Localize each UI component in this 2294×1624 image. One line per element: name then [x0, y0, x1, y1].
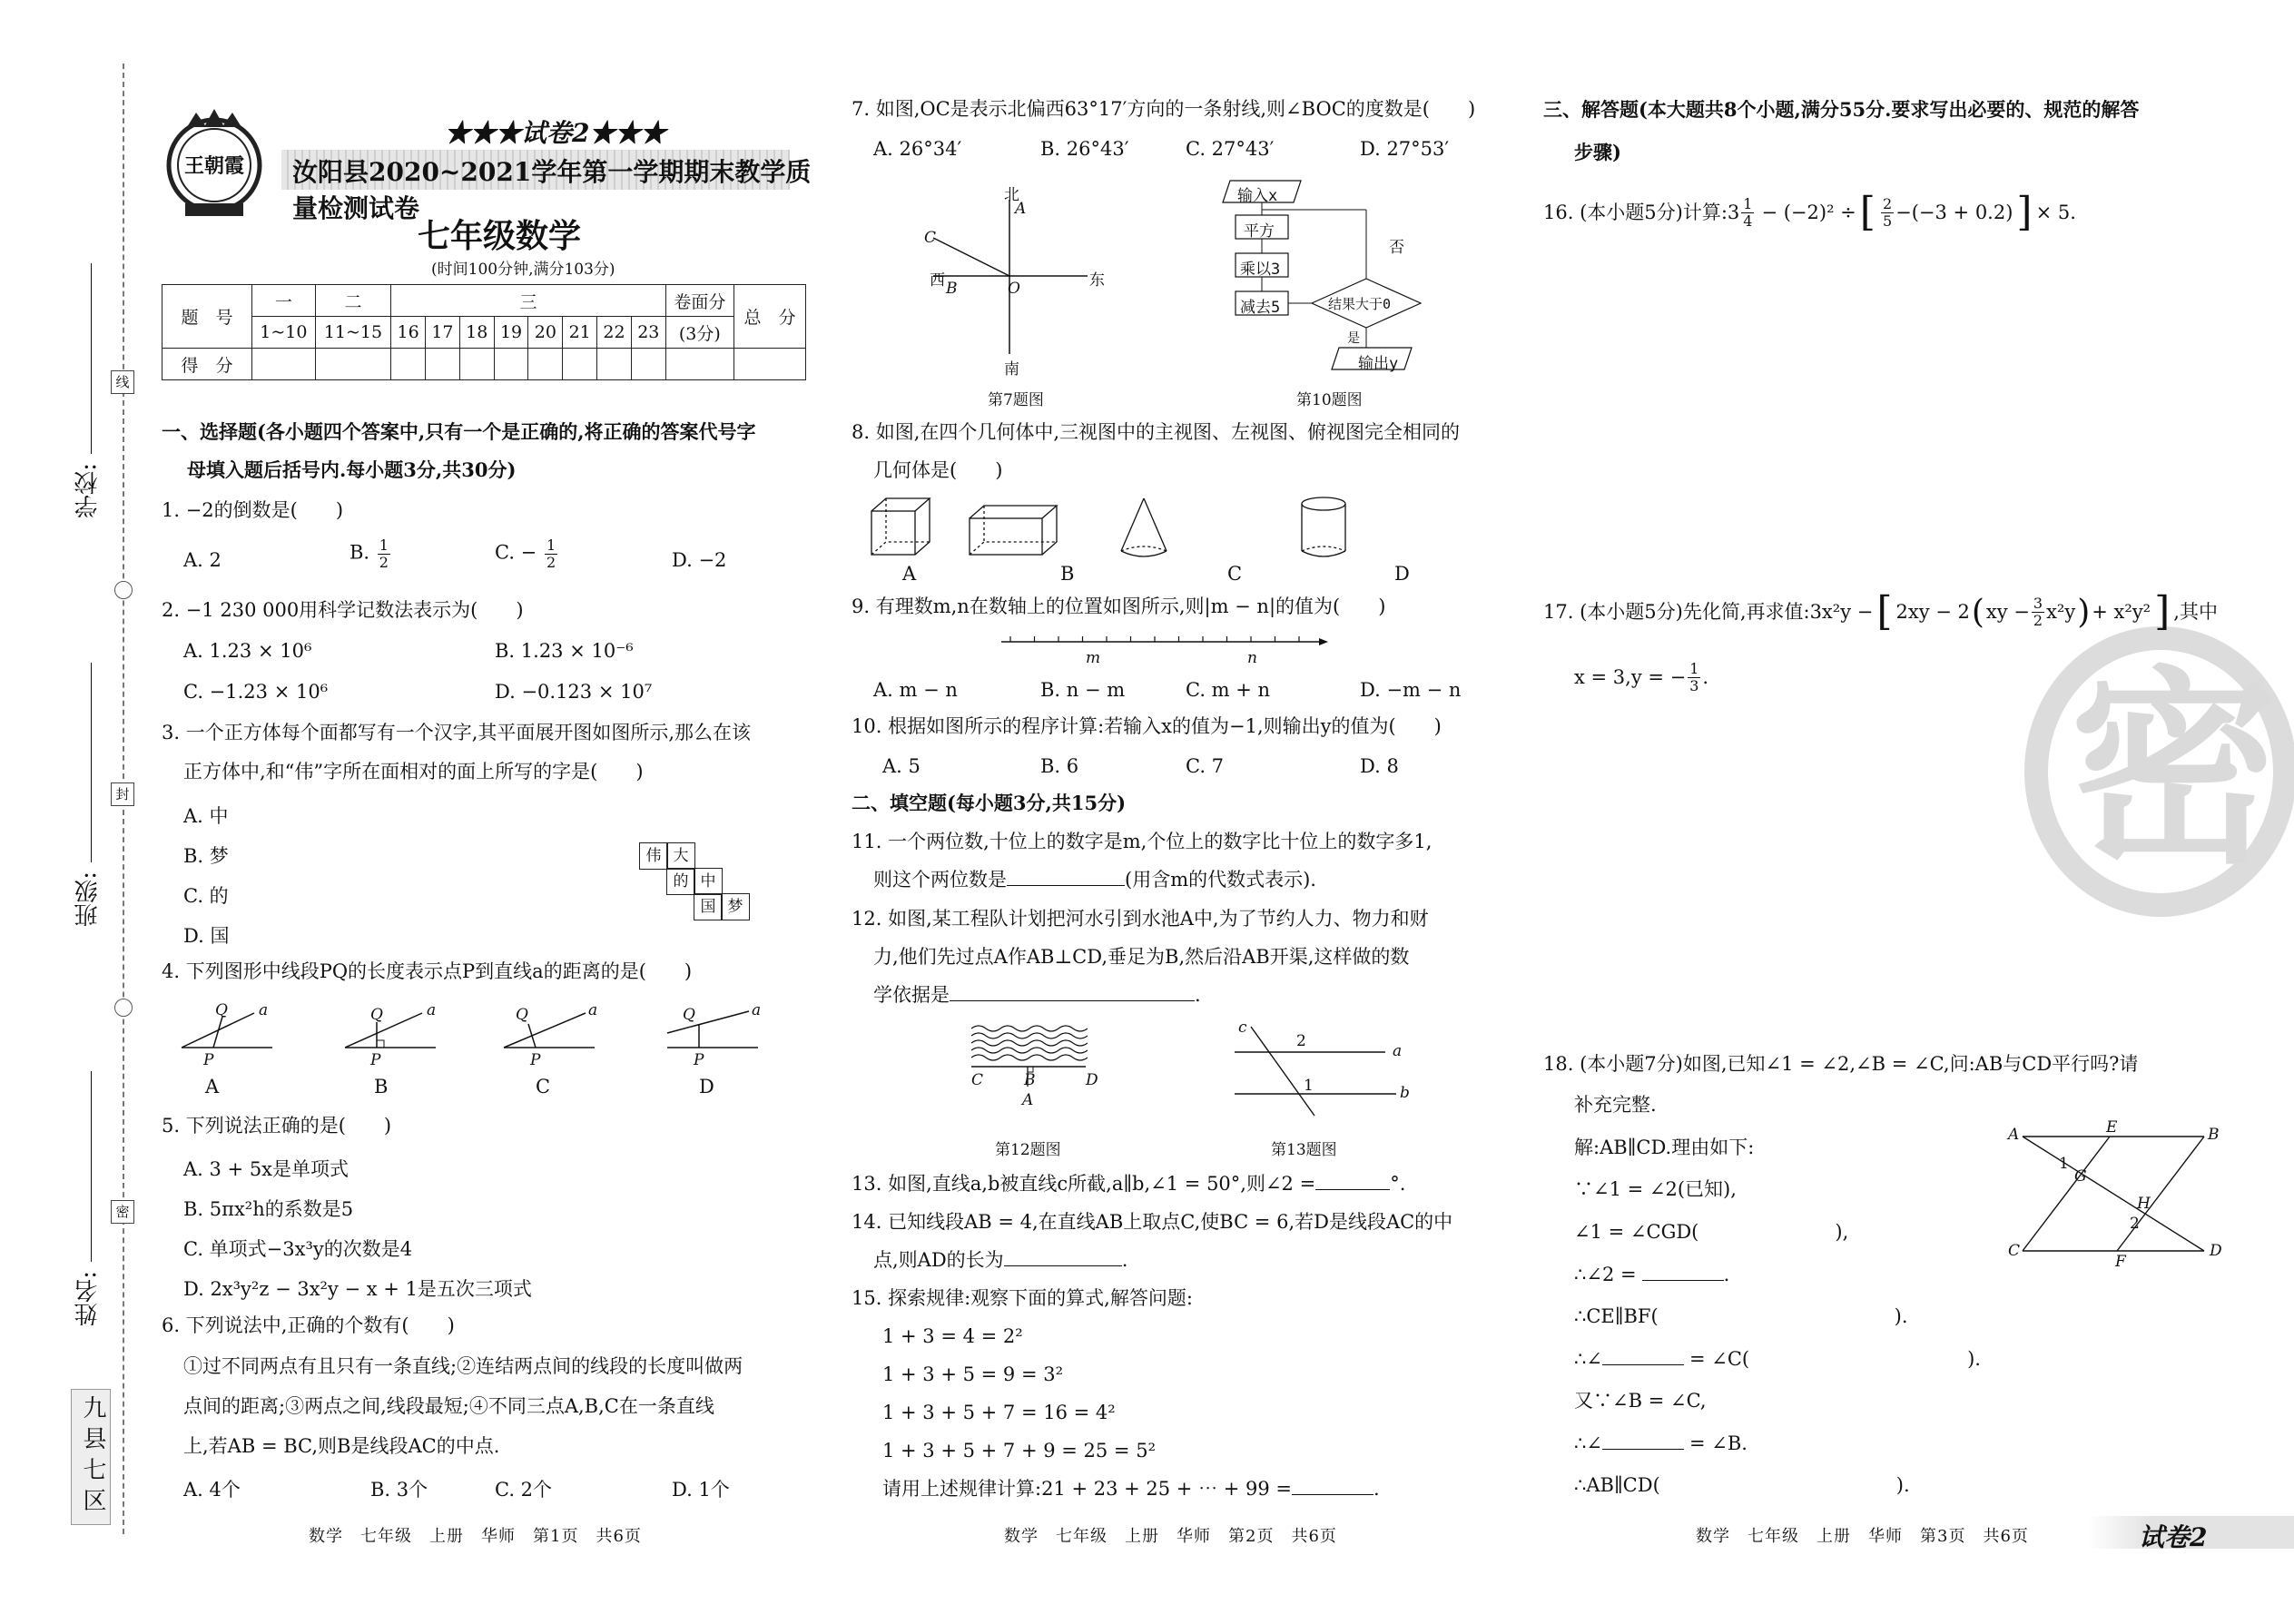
q6-option-d[interactable]: D. 1个 — [672, 1479, 730, 1501]
q5-option-b[interactable]: B. 5πx²h的系数是5 — [183, 1198, 354, 1220]
cuboid-shape — [970, 506, 1057, 555]
q15-stem: 15. 探索规律:观察下面的算式,解答问题: — [852, 1287, 1193, 1309]
q18-s4-text: ∴∠2 = — [1574, 1264, 1637, 1285]
score-cell[interactable] — [734, 349, 806, 380]
q13-tail: °. — [1390, 1173, 1406, 1195]
exam-badge: ★★★试卷2★★★ — [445, 118, 666, 148]
q16-head: 16. (本小题5分)计算:3 — [1543, 201, 1740, 223]
q9-option-b[interactable]: B. n − m — [1040, 679, 1126, 701]
q10-square: 平方 — [1244, 222, 1275, 241]
name-label: 姓名: — [74, 1271, 102, 1326]
score-row-label: 得 分 — [162, 349, 252, 380]
q16-tail: × 5. — [2035, 201, 2076, 223]
score-cell[interactable] — [528, 349, 563, 380]
q18-answer-blank-1[interactable] — [1642, 1264, 1724, 1281]
q8-solids — [870, 495, 1433, 563]
circle-mark-2 — [114, 999, 133, 1017]
q17-condition — [1574, 661, 1708, 694]
q18-solution-9 — [1574, 1474, 1910, 1497]
q13-parallel-figure — [1233, 1021, 1414, 1121]
net-cell: 大 — [666, 842, 695, 870]
q18-solution-6 — [1574, 1348, 1981, 1371]
score-cell[interactable] — [426, 349, 460, 380]
time-note: (时间100分钟,满分103分) — [431, 261, 615, 279]
q13-text: 13. 如图,直线a,b被直线c所截,a∥b,∠1 = 50°,则∠2 = — [852, 1173, 1316, 1195]
q11-text-tail: (用含m的代数式表示). — [1125, 869, 1316, 891]
q11-line-2 — [873, 869, 1316, 891]
q4-label-q: Q — [370, 1006, 383, 1024]
score-sub-style: (3分) — [665, 317, 733, 349]
score-sub-2: 11~15 — [315, 317, 391, 349]
q5-stem: 5. 下列说法正确的是( ) — [162, 1115, 392, 1137]
q4-label-q: Q — [516, 1006, 528, 1024]
q11-text: 则这个两位数是 — [873, 869, 1007, 891]
q2-stem: 2. −1 230 000用科学记数法表示为( ) — [162, 599, 524, 621]
q15-eq-3: 1 + 3 + 5 + 7 = 16 = 4² — [882, 1402, 1116, 1423]
q6-option-a[interactable]: A. 4个 — [183, 1479, 241, 1501]
q6-option-b[interactable]: B. 3个 — [370, 1479, 428, 1501]
q11-answer-blank[interactable] — [1007, 869, 1125, 886]
q9-option-a[interactable]: A. m − n — [873, 679, 958, 701]
q18-s4-tail: . — [1723, 1264, 1730, 1285]
q3-option-c[interactable]: C. 的 — [183, 885, 229, 907]
seal-mark-2: 封 — [111, 782, 134, 806]
score-sub-20: 20 — [528, 317, 563, 349]
q7-south: 南 — [1004, 360, 1019, 379]
q4-stem: 4. 下列图形中线段PQ的长度表示点P到直线a的距离的是( ) — [162, 960, 693, 982]
q17-cond-tail: . — [1702, 665, 1709, 688]
q18-s8-tail: = ∠B. — [1689, 1432, 1748, 1454]
circle-mark-1 — [114, 581, 133, 599]
q7-label-a: A — [1015, 200, 1027, 218]
score-table — [162, 284, 806, 380]
score-cell[interactable] — [252, 349, 316, 380]
q17-cond-text: x = 3,y = − — [1574, 665, 1687, 688]
q10-flowchart — [1219, 177, 1455, 386]
q13-caption: 第13题图 — [1271, 1141, 1337, 1159]
q13-stem — [852, 1173, 1405, 1196]
q18-label-a: A — [2008, 1126, 2020, 1144]
q12-label-b: B — [1024, 1071, 1036, 1089]
score-sub-19: 19 — [494, 317, 528, 349]
q18-s9-tail: ). — [1895, 1474, 1910, 1496]
score-sub-16: 16 — [391, 317, 426, 349]
q18-solution-8 — [1574, 1432, 1748, 1455]
q10-option-c[interactable]: C. 7 — [1186, 755, 1225, 777]
q7-label-b: B — [946, 280, 958, 298]
q4-label-p: P — [370, 1051, 381, 1069]
q18-label-h: H — [2137, 1195, 2151, 1213]
logo-text: 王朝霞 — [183, 154, 244, 178]
seal-mark-1: 线 — [111, 370, 134, 394]
q10-no: 否 — [1389, 239, 1404, 257]
q3-stem-l1: 3. 一个正方体每个面都写有一个汉字,其平面展开图如图所示,那么在该 — [162, 722, 752, 743]
q18-s8-text: ∴∠ — [1574, 1432, 1602, 1454]
q4-label-q: Q — [215, 1001, 228, 1019]
q1-option-b[interactable] — [350, 537, 392, 570]
score-col-3: 三 — [391, 285, 666, 317]
q1-stem: 1. −2的倒数是( ) — [162, 499, 344, 521]
q18-s3-text: ∠1 = ∠CGD( — [1574, 1221, 1699, 1243]
q18-solution-7: 又∵∠B = ∠C, — [1574, 1390, 1707, 1412]
section1-title-l2: 母填入题后括号内.每小题3分,共30分) — [187, 458, 517, 481]
q2-option-d[interactable]: D. −0.123 × 10⁷ — [495, 681, 653, 703]
q12-caption: 第12题图 — [995, 1141, 1061, 1159]
q1-option-c[interactable] — [495, 537, 559, 570]
section3-title-l2: 步骤) — [1574, 141, 1621, 163]
q8-option-b[interactable]: B — [1060, 563, 1075, 585]
q10-minus5: 减去5 — [1240, 299, 1281, 317]
q8-option-d[interactable]: D — [1394, 563, 1410, 585]
q16-fraction-1: $\frac{1}{4}$ — [1743, 195, 1753, 230]
q12-line-1: 12. 如图,某工程队计划把河水引到水池A中,为了节约人力、物力和财 — [852, 908, 1429, 930]
net-cell: 梦 — [721, 893, 750, 920]
q10-input: 输入x — [1237, 187, 1278, 205]
q13-label-b: b — [1400, 1084, 1410, 1102]
q10-check: 结果大于0 — [1328, 296, 1392, 312]
q17-tail: ,其中 — [2173, 600, 2218, 623]
q17-part-2: xy − — [1985, 600, 2030, 623]
q18-s6-text: ∴∠ — [1574, 1348, 1602, 1370]
q4-option-b[interactable]: B — [374, 1076, 389, 1097]
q1-option-a[interactable]: A. 2 — [183, 549, 222, 571]
q6-line-3: 上,若AB = BC,则B是线段AC的中点. — [183, 1435, 500, 1457]
q9-label-m: m — [1086, 649, 1101, 667]
q17-part-3: x²y — [2046, 600, 2076, 623]
q18-s5-text: ∴CE∥BF( — [1574, 1305, 1659, 1327]
section2-title: 二、填空题(每小题3分,共15分) — [852, 792, 1127, 814]
q18-figure — [2013, 1126, 2231, 1262]
q16-fraction-2: $\frac{2}{5}$ — [1882, 195, 1893, 230]
q7-label-c: C — [924, 229, 937, 247]
q7-west: 西 — [930, 271, 945, 290]
q10-stem: 10. 根据如图所示的程序计算:若输入x的值为−1,则输出y的值为( ) — [852, 715, 1442, 737]
q18-solution-5 — [1574, 1305, 1908, 1328]
score-cell[interactable] — [494, 349, 528, 380]
q18-angle-2: 2 — [2130, 1215, 2140, 1233]
cylinder-shape — [1302, 497, 1345, 556]
q6-line-2: 点间的距离;③两点之间,线段最短;④不同三点A,B,C在一条直线 — [183, 1395, 714, 1417]
q7-caption: 第7题图 — [988, 391, 1044, 409]
q15-answer-blank[interactable] — [1292, 1478, 1373, 1495]
q18-s6-mid: = ∠C( — [1689, 1348, 1750, 1370]
q5-option-d[interactable]: D. 2x³y²z − 3x²y − x + 1是五次三项式 — [183, 1278, 532, 1300]
q4-label-p: P — [203, 1051, 214, 1069]
q18-s9-text: ∴AB∥CD( — [1574, 1474, 1660, 1496]
q12-text: 学依据是 — [873, 984, 950, 1006]
q12-label-d: D — [1086, 1071, 1098, 1089]
score-sub-1: 1~10 — [252, 317, 316, 349]
q18-line-2: 补充完整. — [1574, 1094, 1657, 1116]
q1-option-c-label: C. − — [495, 541, 537, 564]
q3-stem-l2: 正方体中,和“伟”字所在面相对的面上所写的字是( ) — [183, 761, 644, 782]
q8-option-a[interactable]: A — [902, 563, 917, 585]
q13-angle-1: 1 — [1304, 1077, 1314, 1095]
q14-line-1: 14. 已知线段AB = 4,在直线AB上取点C,使BC = 6,若D是线段AC的中 — [852, 1211, 1453, 1233]
q6-line-1: ①过不同两点有且只有一条直线;②连结两点间的线段的长度叫做两 — [183, 1355, 743, 1377]
sidebar — [0, 0, 130, 1624]
q4-label-p: P — [694, 1051, 704, 1069]
q7-option-d[interactable]: D. 27°53′ — [1360, 138, 1450, 160]
score-sub-22: 22 — [597, 317, 632, 349]
logo — [160, 109, 269, 218]
score-sub-21: 21 — [563, 317, 597, 349]
q18-solution-1: 解:AB∥CD.理由如下: — [1574, 1137, 1755, 1158]
q14-tail: . — [1121, 1249, 1128, 1271]
q11-line-1: 11. 一个两位数,十位上的数字是m,个位上的数字比十位上的数字多1, — [852, 831, 1433, 852]
column-1 — [154, 0, 826, 1624]
q9-option-d[interactable]: D. −m − n — [1360, 679, 1462, 701]
q18-answer-blank-3[interactable] — [1602, 1432, 1684, 1450]
region-label: 九县七区 — [71, 1389, 111, 1525]
q15-eq-4: 1 + 3 + 5 + 7 + 9 = 25 = 5² — [882, 1440, 1156, 1462]
q13-angle-2: 2 — [1296, 1032, 1306, 1050]
q8-stem-l2: 几何体是( ) — [873, 459, 1003, 481]
q15-tail: . — [1373, 1478, 1380, 1500]
q18-answer-blank-2[interactable] — [1602, 1348, 1684, 1365]
q12-line-2: 力,他们先过点A作AB⊥CD,垂足为B,然后沿AB开渠,这样做的数 — [873, 946, 1410, 968]
q17-fraction-1: $\frac{3}{2}$ — [2033, 595, 2043, 629]
cone-shape — [1121, 498, 1167, 556]
q14-text: 点,则AD的长为 — [873, 1249, 1004, 1271]
score-col-total: 总 分 — [734, 285, 806, 349]
exam-title: 汝阳县2020~2021学年第一学期期末教学质量检测试卷 — [292, 157, 812, 223]
stamp-char: 密 — [2070, 650, 2279, 892]
q4-label-p: P — [530, 1051, 541, 1069]
class-line — [91, 663, 92, 862]
q7-stem: 7. 如图,OC是表示北偏西63°17′方向的一条射线,则∠BOC的度数是( ) — [852, 98, 1476, 120]
score-cell[interactable] — [665, 349, 733, 380]
q17-expression: 17. (本小题5分)先化简,再求值:3x²y − [ 2xy − 2 ( xy − $\frac{3}{2}$ x²y ) + x²y² ] ,其中 — [1543, 588, 2218, 635]
q12-label-c: C — [971, 1071, 984, 1089]
q14-answer-blank[interactable] — [1004, 1249, 1122, 1266]
score-col-1: 一 — [252, 285, 316, 317]
score-sub-18: 18 — [459, 317, 494, 349]
q12-answer-blank[interactable] — [950, 984, 1195, 1001]
q4-option-d[interactable]: D — [699, 1076, 714, 1097]
q4-label-a: a — [259, 1001, 269, 1019]
q8-option-c[interactable]: C — [1227, 563, 1243, 585]
q13-label-a: a — [1393, 1042, 1403, 1060]
net-cell: 的 — [666, 868, 695, 895]
q4-label-a: a — [588, 1001, 598, 1019]
q1-b-fraction: $\frac{1}{2}$ — [379, 536, 389, 571]
q9-stem: 9. 有理数m,n在数轴上的位置如图所示,则|m − n|的值为( ) — [852, 595, 1386, 617]
q18-s5-tail: ). — [1894, 1305, 1908, 1327]
q2-option-a[interactable]: A. 1.23 × 10⁶ — [183, 640, 312, 662]
score-cell[interactable] — [563, 349, 597, 380]
q12-line-3: 学依据是 . — [873, 984, 1201, 1006]
score-col-2: 二 — [315, 285, 391, 317]
column-2 — [852, 0, 1514, 1624]
school-label: 学校: — [74, 463, 102, 518]
q15-text: 请用上述规律计算:21 + 23 + 25 + ⋯ + 99 = — [882, 1478, 1293, 1500]
q7-option-c[interactable]: C. 27°43′ — [1186, 138, 1275, 160]
q18-line-1: 18. (本小题7分)如图,已知∠1 = ∠2,∠B = ∠C,问:AB与CD平行吗?请 — [1543, 1053, 2139, 1075]
q4-label-q: Q — [683, 1006, 695, 1024]
q3-option-d[interactable]: D. 国 — [183, 925, 230, 947]
q18-label-g: G — [2074, 1167, 2087, 1186]
q10-caption: 第10题图 — [1296, 391, 1363, 409]
q17-fraction-2: $\frac{1}{3}$ — [1689, 660, 1699, 694]
q2-option-b[interactable]: B. 1.23 × 10⁻⁶ — [495, 640, 634, 662]
score-cell[interactable] — [631, 349, 665, 380]
q3-cube-net — [639, 842, 775, 924]
page-footer-1: 数学 七年级 上册 华师 第1页 共6页 — [309, 1527, 642, 1546]
q18-solution-2: ∵∠1 = ∠2(已知), — [1574, 1178, 1737, 1200]
q18-solution-3 — [1574, 1221, 1848, 1244]
q13-answer-blank[interactable] — [1315, 1173, 1390, 1190]
q4-label-a: a — [427, 1001, 437, 1019]
net-cell: 伟 — [639, 842, 668, 870]
q7-east: 东 — [1089, 271, 1105, 290]
q2-option-c[interactable]: C. −1.23 × 10⁶ — [183, 681, 329, 703]
score-sub-17: 17 — [426, 317, 460, 349]
seal-mark-3: 密 — [111, 1200, 134, 1224]
column-3 — [1543, 0, 2294, 1624]
q4-fig-d — [667, 1011, 758, 1048]
q15-eq-2: 1 + 3 + 5 = 9 = 3² — [882, 1363, 1064, 1385]
q17-part-4: + x²y² — [2092, 600, 2151, 623]
q16-mid: − (−2)² ÷ — [1761, 201, 1856, 223]
page-footer-3: 数学 七年级 上册 华师 第3页 共6页 — [1696, 1527, 2029, 1546]
q1-c-fraction: $\frac{1}{2}$ — [546, 536, 556, 571]
q1-option-d[interactable]: D. −2 — [672, 549, 727, 571]
q6-option-c[interactable]: C. 2个 — [495, 1479, 553, 1501]
q10-times3: 乘以3 — [1240, 261, 1281, 279]
q15-eq-1: 1 + 3 = 4 = 2² — [882, 1325, 1023, 1347]
q5-option-c[interactable]: C. 单项式−3x³y的次数是4 — [183, 1238, 413, 1260]
q3-option-a[interactable]: A. 中 — [183, 805, 229, 827]
q6-stem: 6. 下列说法中,正确的个数有( ) — [162, 1314, 455, 1336]
q4-option-a[interactable]: A — [205, 1076, 220, 1097]
q10-yes: 是 — [1347, 331, 1360, 346]
q1-option-b-label: B. — [350, 541, 370, 564]
net-cell: 中 — [694, 868, 723, 895]
q9-option-c[interactable]: C. m + n — [1186, 679, 1271, 701]
score-cell[interactable] — [315, 349, 391, 380]
section3-title-l1: 三、解答题(本大题共8个小题,满分55分.要求写出必要的、规范的解答 — [1543, 98, 2140, 121]
score-sub-23: 23 — [631, 317, 665, 349]
q18-label-c: C — [2008, 1242, 2021, 1260]
q10-option-d[interactable]: D. 8 — [1360, 755, 1399, 777]
q7-option-a[interactable]: A. 26°34′ — [873, 138, 962, 160]
score-cell[interactable] — [459, 349, 494, 380]
q4-option-c[interactable]: C — [536, 1076, 551, 1097]
score-table-head: 题 号 — [162, 285, 252, 349]
q10-option-a[interactable]: A. 5 — [882, 755, 921, 777]
q16-expression: 16. (本小题5分)计算:3 $\frac{1}{4}$ − (−2)² ÷ [ $\frac{2}{5}$ −(−3 + 0.2) ] × 5. — [1543, 189, 2076, 235]
subject-title: 七年级数学 — [418, 217, 582, 255]
q18-s3-tail: ), — [1835, 1221, 1849, 1243]
q18-s6-tail: ). — [1967, 1348, 1981, 1370]
q17-head: 17. (本小题5分)先化简,再求值:3x²y − — [1543, 600, 1874, 623]
footer-badge: 试卷2 — [2139, 1522, 2208, 1552]
q3-option-b[interactable]: B. 梦 — [183, 845, 229, 867]
score-col-style: 卷面分 — [665, 285, 733, 317]
score-cell[interactable] — [391, 349, 426, 380]
q7-option-b[interactable]: B. 26°43′ — [1040, 138, 1129, 160]
q18-angle-1: 1 — [2059, 1155, 2069, 1173]
q9-label-n: n — [1247, 649, 1257, 667]
q7-north: 北 — [1004, 186, 1019, 204]
q17-part-1: 2xy − 2 — [1895, 600, 1970, 623]
page-footer-2: 数学 七年级 上册 华师 第2页 共6页 — [1004, 1527, 1337, 1546]
school-line — [91, 263, 92, 454]
net-cell: 国 — [694, 893, 723, 920]
q16-inner: −(−3 + 0.2) — [1895, 201, 2013, 223]
q18-solution-4 — [1574, 1264, 1729, 1286]
q7-label-o: O — [1008, 280, 1020, 298]
q4-fig-b — [345, 1013, 436, 1048]
q10-output: 输出y — [1358, 355, 1399, 373]
section1-title-l1: 一、选择题(各小题四个答案中,只有一个是正确的,将正确的答案代号字 — [162, 420, 756, 443]
q18-label-b: B — [2208, 1126, 2220, 1144]
q14-line-2 — [873, 1249, 1127, 1272]
q5-option-a[interactable]: A. 3 + 5x是单项式 — [183, 1158, 350, 1180]
q18-label-e: E — [2106, 1118, 2118, 1137]
name-line — [91, 1071, 92, 1262]
q15-ask — [882, 1478, 1380, 1501]
q4-label-a: a — [752, 1001, 762, 1019]
q12-label-a: A — [1022, 1091, 1034, 1109]
class-label: 班级: — [74, 871, 102, 927]
q9-number-line — [1001, 631, 1328, 658]
score-cell[interactable] — [597, 349, 632, 380]
q8-stem-l1: 8. 如图,在四个几何体中,三视图中的主视图、左视图、俯视图完全相同的 — [852, 421, 1461, 443]
cube-shape — [871, 498, 930, 555]
q13-label-c: c — [1238, 1019, 1247, 1037]
q10-option-b[interactable]: B. 6 — [1040, 755, 1079, 777]
q18-label-d: D — [2210, 1242, 2222, 1260]
q18-label-f: F — [2115, 1253, 2126, 1271]
